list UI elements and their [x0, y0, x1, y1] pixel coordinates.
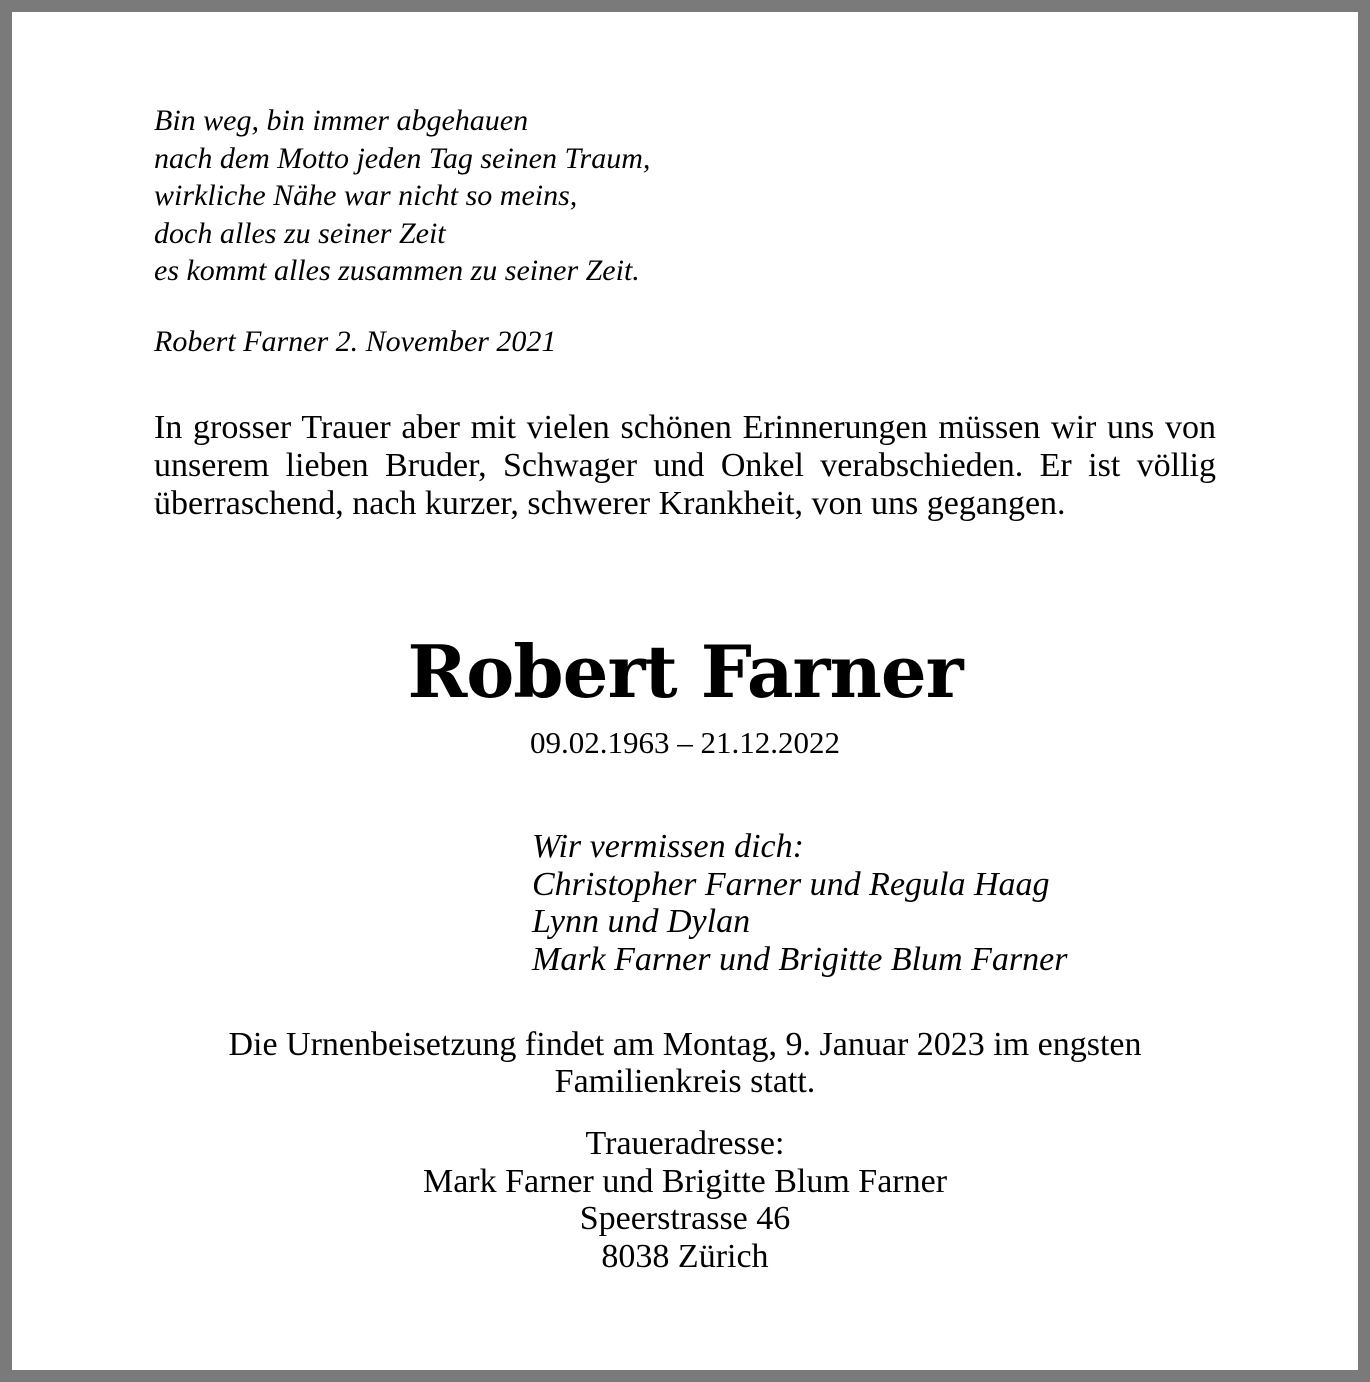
mourning-address [12, 1125, 1358, 1275]
poem [154, 102, 650, 290]
intro-paragraph: In grosser Trauer aber mit vielen schönen Erinnerungen müssen wir uns von unserem lieben Bruder, Schwager und Onkel verabschieden. Er ist völlig überraschend, nach kurzer, schwerer Krankheit, von uns gegangen. [154, 409, 1216, 522]
poem-line: doch alles zu seiner Zeit [154, 216, 446, 250]
burial-line: Familienkreis statt. [554, 1063, 816, 1100]
address-label: Traueradresse: [585, 1125, 785, 1162]
poem-line: es kommt alles zusammen zu seiner Zeit. [154, 254, 640, 287]
address-street: Speerstrasse 46 [579, 1200, 791, 1237]
poem-line: wirkliche Nähe war nicht so meins, [154, 179, 578, 212]
mourners-list [532, 828, 1067, 978]
deceased-name: Robert Farner [407, 629, 963, 714]
poem-attribution: Robert Farner 2. November 2021 [154, 325, 557, 358]
burial-line: Die Urnenbeisetzung findet am Montag, 9. Januar 2023 im engsten [228, 1026, 1142, 1063]
address-city: 8038 Zürich [601, 1237, 769, 1275]
poem-line: Bin weg, bin immer abgehauen [154, 104, 529, 137]
life-dates: 09.02.1963 – 21.12.2022 [530, 725, 840, 760]
burial-notice [12, 1026, 1358, 1100]
address-name: Mark Farner und Brigitte Blum Farner [422, 1162, 948, 1200]
mourner-name: Mark Farner und Brigitte Blum Farner [532, 940, 1068, 978]
mourners-heading: Wir vermissen dich: [532, 828, 804, 865]
mourner-name: Lynn und Dylan [532, 903, 751, 940]
obituary-notice [12, 12, 1358, 1370]
poem-line: nach dem Motto jeden Tag seinen Traum, [154, 141, 651, 175]
mourner-name: Christopher Farner und Regula Haag [532, 865, 1050, 903]
